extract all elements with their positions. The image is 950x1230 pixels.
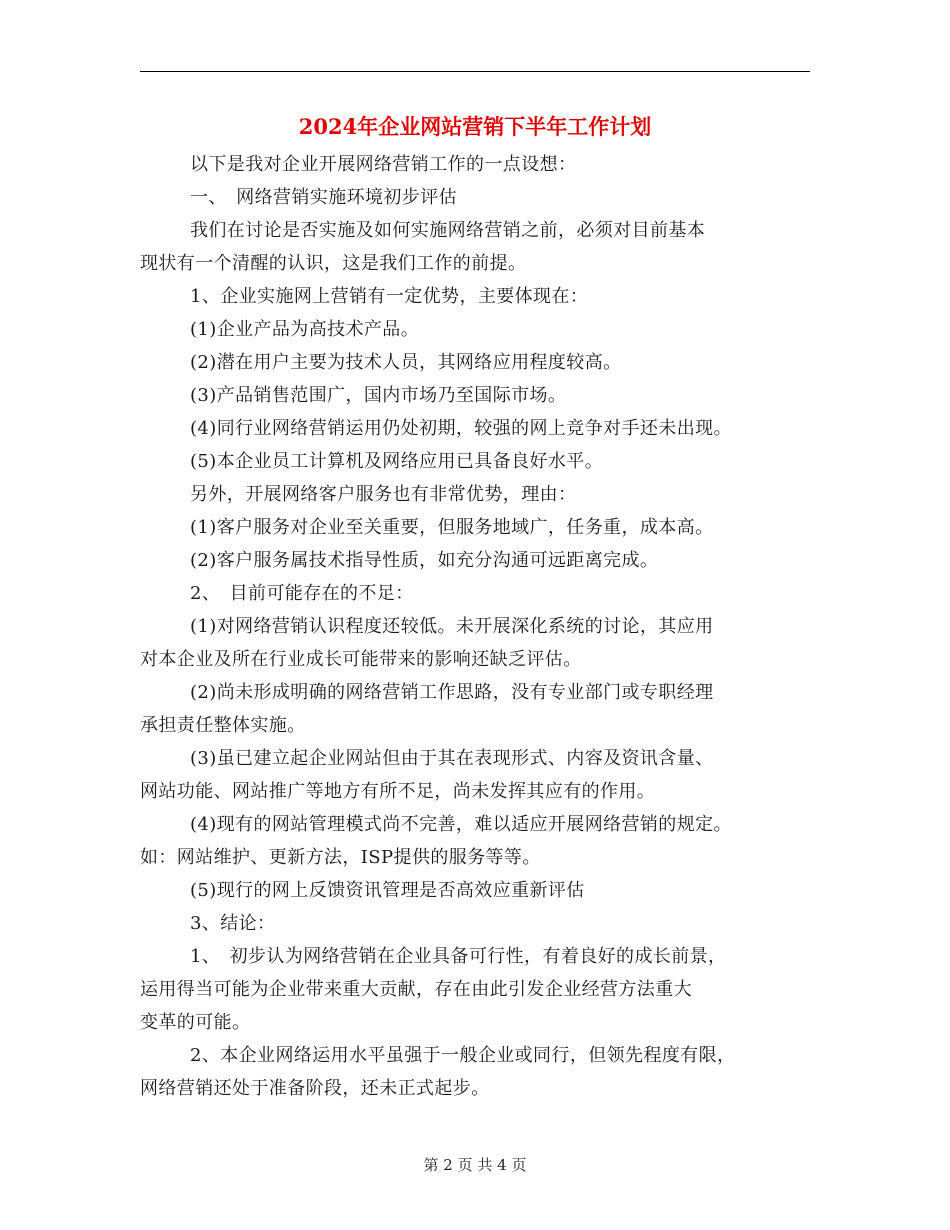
paragraph-line: 如：网站维护、更新方法，ISP提供的服务等等。 xyxy=(140,847,541,868)
paragraph-line: 一、 网络营销实施环境初步评估 xyxy=(190,187,457,208)
paragraph-line: 变革的可能。 xyxy=(140,1012,251,1033)
paragraph-line: (1)企业产品为高技术产品。 xyxy=(190,319,420,340)
document-title: 2024年企业网站营销下半年工作计划 xyxy=(298,114,652,139)
paragraph-line: (1)对网络营销认识程度还较低。未开展深化系统的讨论，其应用 xyxy=(190,616,714,637)
paragraph-line: 网站功能、网站推广等地方有所不足，尚未发挥其应有的作用。 xyxy=(140,781,656,802)
paragraph-line: (2)潜在用户主要为技术人员，其网络应用程度较高。 xyxy=(190,352,622,373)
paragraph-line: (2)尚未形成明确的网络营销工作思路，没有专业部门或专职经理 xyxy=(190,682,714,703)
paragraph-line: 另外，开展网络客户服务也有非常优势，理由： xyxy=(190,484,577,505)
paragraph-line: 3、结论： xyxy=(190,913,276,934)
paragraph-line: 现状有一个清醒的认识，这是我们工作的前提。 xyxy=(140,253,527,274)
paragraph-line: 运用得当可能为企业带来重大贡献，存在由此引发企业经营方法重大 xyxy=(140,979,692,1000)
paragraph-line: 2、本企业网络运用水平虽强于一般企业或同行，但领先程度有限， xyxy=(190,1045,736,1066)
paragraph-line: 1、企业实施网上营销有一定优势，主要体现在： xyxy=(190,286,589,307)
paragraph-line: 2、 目前可能存在的不足： xyxy=(190,583,414,604)
paragraph-line: (1)客户服务对企业至关重要，但服务地域广，任务重，成本高。 xyxy=(190,517,714,538)
paragraph-line: (3)产品销售范围广，国内市场乃至国际市场。 xyxy=(190,385,567,406)
paragraph-line: (3)虽已建立起企业网站但由于其在表现形式、内容及资讯含量、 xyxy=(190,748,714,769)
paragraph-line: (5)现行的网上反馈资讯管理是否高效应重新评估 xyxy=(190,880,585,901)
paragraph-line: (4)同行业网络营销运用仍处初期，较强的网上竞争对手还未出现。 xyxy=(190,418,732,439)
paragraph-line: 对本企业及所在行业成长可能带来的影响还缺乏评估。 xyxy=(140,649,582,670)
page-number-footer: 第 2 页 共 4 页 xyxy=(423,1156,527,1174)
paragraph-line: 1、 初步认为网络营销在企业具备可行性，有着良好的成长前景， xyxy=(190,946,727,967)
paragraph-line: 我们在讨论是否实施及如何实施网络营销之前，必须对目前基本 xyxy=(190,220,706,241)
paragraph-line: 承担责任整体实施。 xyxy=(140,715,306,736)
paragraph-line: (2)客户服务属技术指导性质，如充分沟通可远距离完成。 xyxy=(190,550,659,571)
paragraph-line: (5)本企业员工计算机及网络应用已具备良好水平。 xyxy=(190,451,604,472)
paragraph-line: (4)现有的网站管理模式尚不完善，难以适应开展网络营销的规定。 xyxy=(190,814,732,835)
paragraph-line: 以下是我对企业开展网络营销工作的一点设想： xyxy=(190,154,577,175)
paragraph-line: 网络营销还处于准备阶段，还未正式起步。 xyxy=(140,1078,490,1099)
